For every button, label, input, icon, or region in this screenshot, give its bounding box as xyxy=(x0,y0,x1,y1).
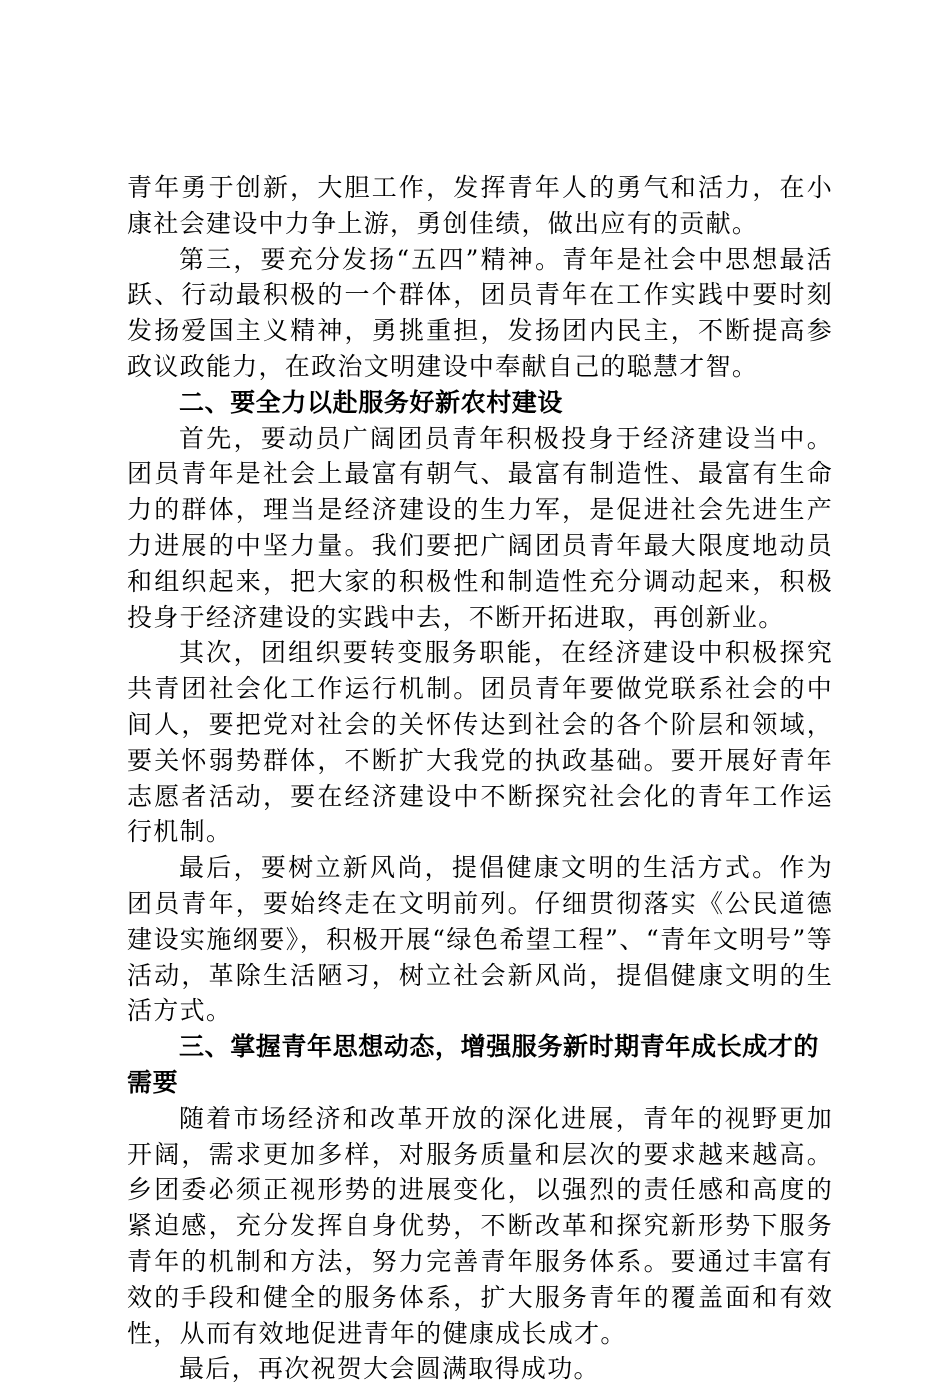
paragraph-first: 首先，要动员广阔团员青年积极投身于经济建设当中。团员青年是社会上最富有朝气、最富有制造性、最富有生命力的群体，理当是经济建设的生力军，是促进社会先进生产力进展的中坚力量。我们要把广阔团员青年最大限度地动员和组织起来，把大家的积极性和制造性充分调动起来，积极投身于经济建设的实践中去，不断开拓进取，再创新业。 xyxy=(127,423,833,632)
paragraph-second: 其次，团组织要转变服务职能，在经济建设中积极探究共青团社会化工作运行机制。团员青年要做党联系社会的中间人，要把党对社会的关怀传达到社会的各个阶层和领域，要关怀弱势群体，不断扩大我党的执政基础。要开展好青年志愿者活动，要在经济建设中不断探究社会化的青年工作运行机制。 xyxy=(127,638,833,847)
section-heading-2: 二、要全力以赴服务好新农村建设 xyxy=(179,387,564,417)
paragraph-third: 第三，要充分发扬“五四”精神。青年是社会中思想最活跃、行动最积极的一个群体，团员青年在工作实践中要时刻发扬爱国主义精神，勇挑重担，发扬团内民主，不断提高参政议政能力，在政治文明建设中奉献自己的聪慧才智。 xyxy=(127,244,833,381)
document-page xyxy=(127,170,833,1387)
paragraph-last: 最后，要树立新风尚，提倡健康文明的生活方式。作为团员青年，要始终走在文明前列。仔细贯彻落实《公民道德建设实施纲要》，积极开展“绿色希望工程”、“青年文明号”等活动，革除生活陋习，树立社会新风尚，提倡健康文明的生活方式。 xyxy=(127,853,833,1026)
paragraph-market: 随着市场经济和改革开放的深化进展，青年的视野更加开阔，需求更加多样，对服务质量和层次的要求越来越高。乡团委必须正视形势的进展变化，以强烈的责任感和高度的紧迫感，充分发挥自身优势，不断改革和探究新形势下服务青年的机制和方法，努力完善青年服务体系。要通过丰富有效的手段和健全的服务体系，扩大服务青年的覆盖面和有效性，从而有效地促进青年的健康成长成才。 xyxy=(127,1103,833,1348)
paragraph-continued: 青年勇于创新，大胆工作，发挥青年人的勇气和活力，在小康社会建设中力争上游，勇创佳绩，做出应有的贡献。 xyxy=(127,173,833,238)
section-heading-3: 三、掌握青年思想动态，增强服务新时期青年成长成才的需要 xyxy=(127,1032,820,1097)
paragraph-closing: 最后，再次祝贺大会圆满取得成功。 xyxy=(179,1354,600,1384)
